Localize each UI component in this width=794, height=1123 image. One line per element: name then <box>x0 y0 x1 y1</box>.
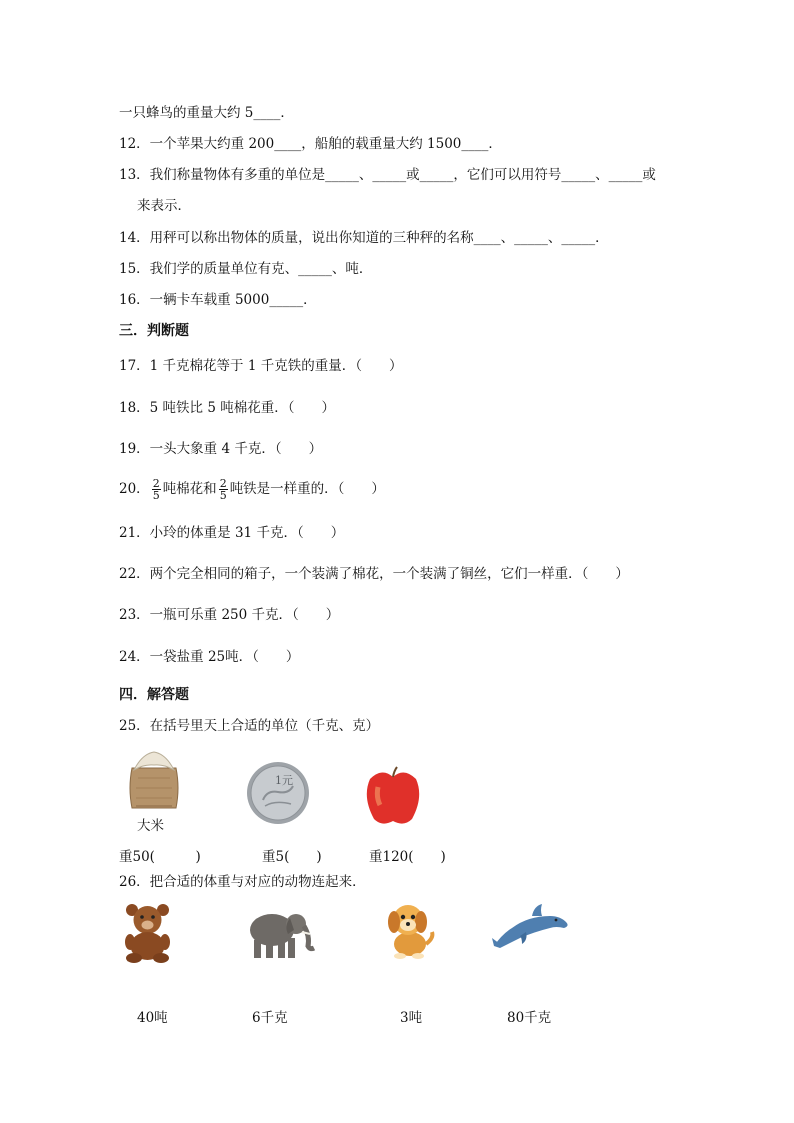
weight-option-6-kg: 6千克 <box>252 1010 288 1026</box>
q20-middle: 吨棉花和 <box>162 481 217 497</box>
rice-sack-image <box>124 748 184 812</box>
q20-prefix: 20． <box>119 481 150 497</box>
section-judge-title: 三．判断题 <box>119 323 189 339</box>
section-answer-title: 四．解答题 <box>119 687 189 703</box>
q18-line: 18．5 吨铁比 5 吨棉花重．（ ） <box>119 400 335 416</box>
q17-line: 17．1 千克棉花等于 1 千克铁的重量．（ ） <box>119 358 403 374</box>
q14-line: 14．用秤可以称出物体的质量，说出你知道的三种秤的名称____、_____、_____． <box>119 230 609 246</box>
q13-line: 13．我们称量物体有多重的单位是_____、_____或_____，它们可以用符号_____、_____或 <box>119 167 656 183</box>
dolphin-image <box>492 902 572 950</box>
rice-label: 大米 <box>137 818 164 834</box>
q23-line: 23．一瓶可乐重 250 千克．（ ） <box>119 607 340 623</box>
q22-line: 22．两个完全相同的箱子，一个装满了棉花，一个装满了铜丝，它们一样重．（ ） <box>119 566 629 582</box>
q12-line: 12．一个苹果大约重 200____，船舶的载重量大约 1500____． <box>119 136 502 152</box>
weight-option-3-ton: 3吨 <box>400 1010 423 1026</box>
fraction-numerator: 2 <box>219 477 227 490</box>
q20-suffix: 吨铁是一样重的．（ ） <box>229 481 385 497</box>
q20-line <box>119 473 385 505</box>
q21-line: 21．小玲的体重是 31 千克．（ ） <box>119 525 345 541</box>
q16-line: 16．一辆卡车载重 5000_____． <box>119 292 317 308</box>
fraction-denominator: 5 <box>152 489 160 502</box>
rice-answer: 重50( ) <box>119 849 201 865</box>
q13-line-cont: 来表示． <box>137 198 191 214</box>
q11-line: 一只蜂鸟的重量大约 5____． <box>119 105 294 121</box>
coin-denomination: 1元 <box>275 774 293 787</box>
dog-image <box>380 900 440 960</box>
coin-image <box>245 760 311 826</box>
apple-answer: 重120( ) <box>369 849 446 865</box>
fraction <box>152 478 161 501</box>
q19-line: 19．一头大象重 4 千克．（ ） <box>119 441 323 457</box>
fraction-denominator: 5 <box>219 489 227 502</box>
fraction <box>219 478 228 501</box>
q24-line: 24．一袋盐重 25吨．（ ） <box>119 649 300 665</box>
fraction-numerator: 2 <box>152 477 160 490</box>
q25-line: 25．在括号里天上合适的单位（千克、克） <box>119 718 380 734</box>
q15-line: 15．我们学的质量单位有克、_____、吨． <box>119 261 373 277</box>
apple-image <box>364 765 422 827</box>
bear-image <box>120 902 175 964</box>
elephant-image <box>244 906 316 960</box>
weight-option-80-kg: 80千克 <box>507 1010 552 1026</box>
q26-line: 26．把合适的体重与对应的动物连起来． <box>119 874 366 890</box>
coin-answer: 重5( ) <box>262 849 322 865</box>
weight-option-40-ton: 40吨 <box>137 1010 168 1026</box>
